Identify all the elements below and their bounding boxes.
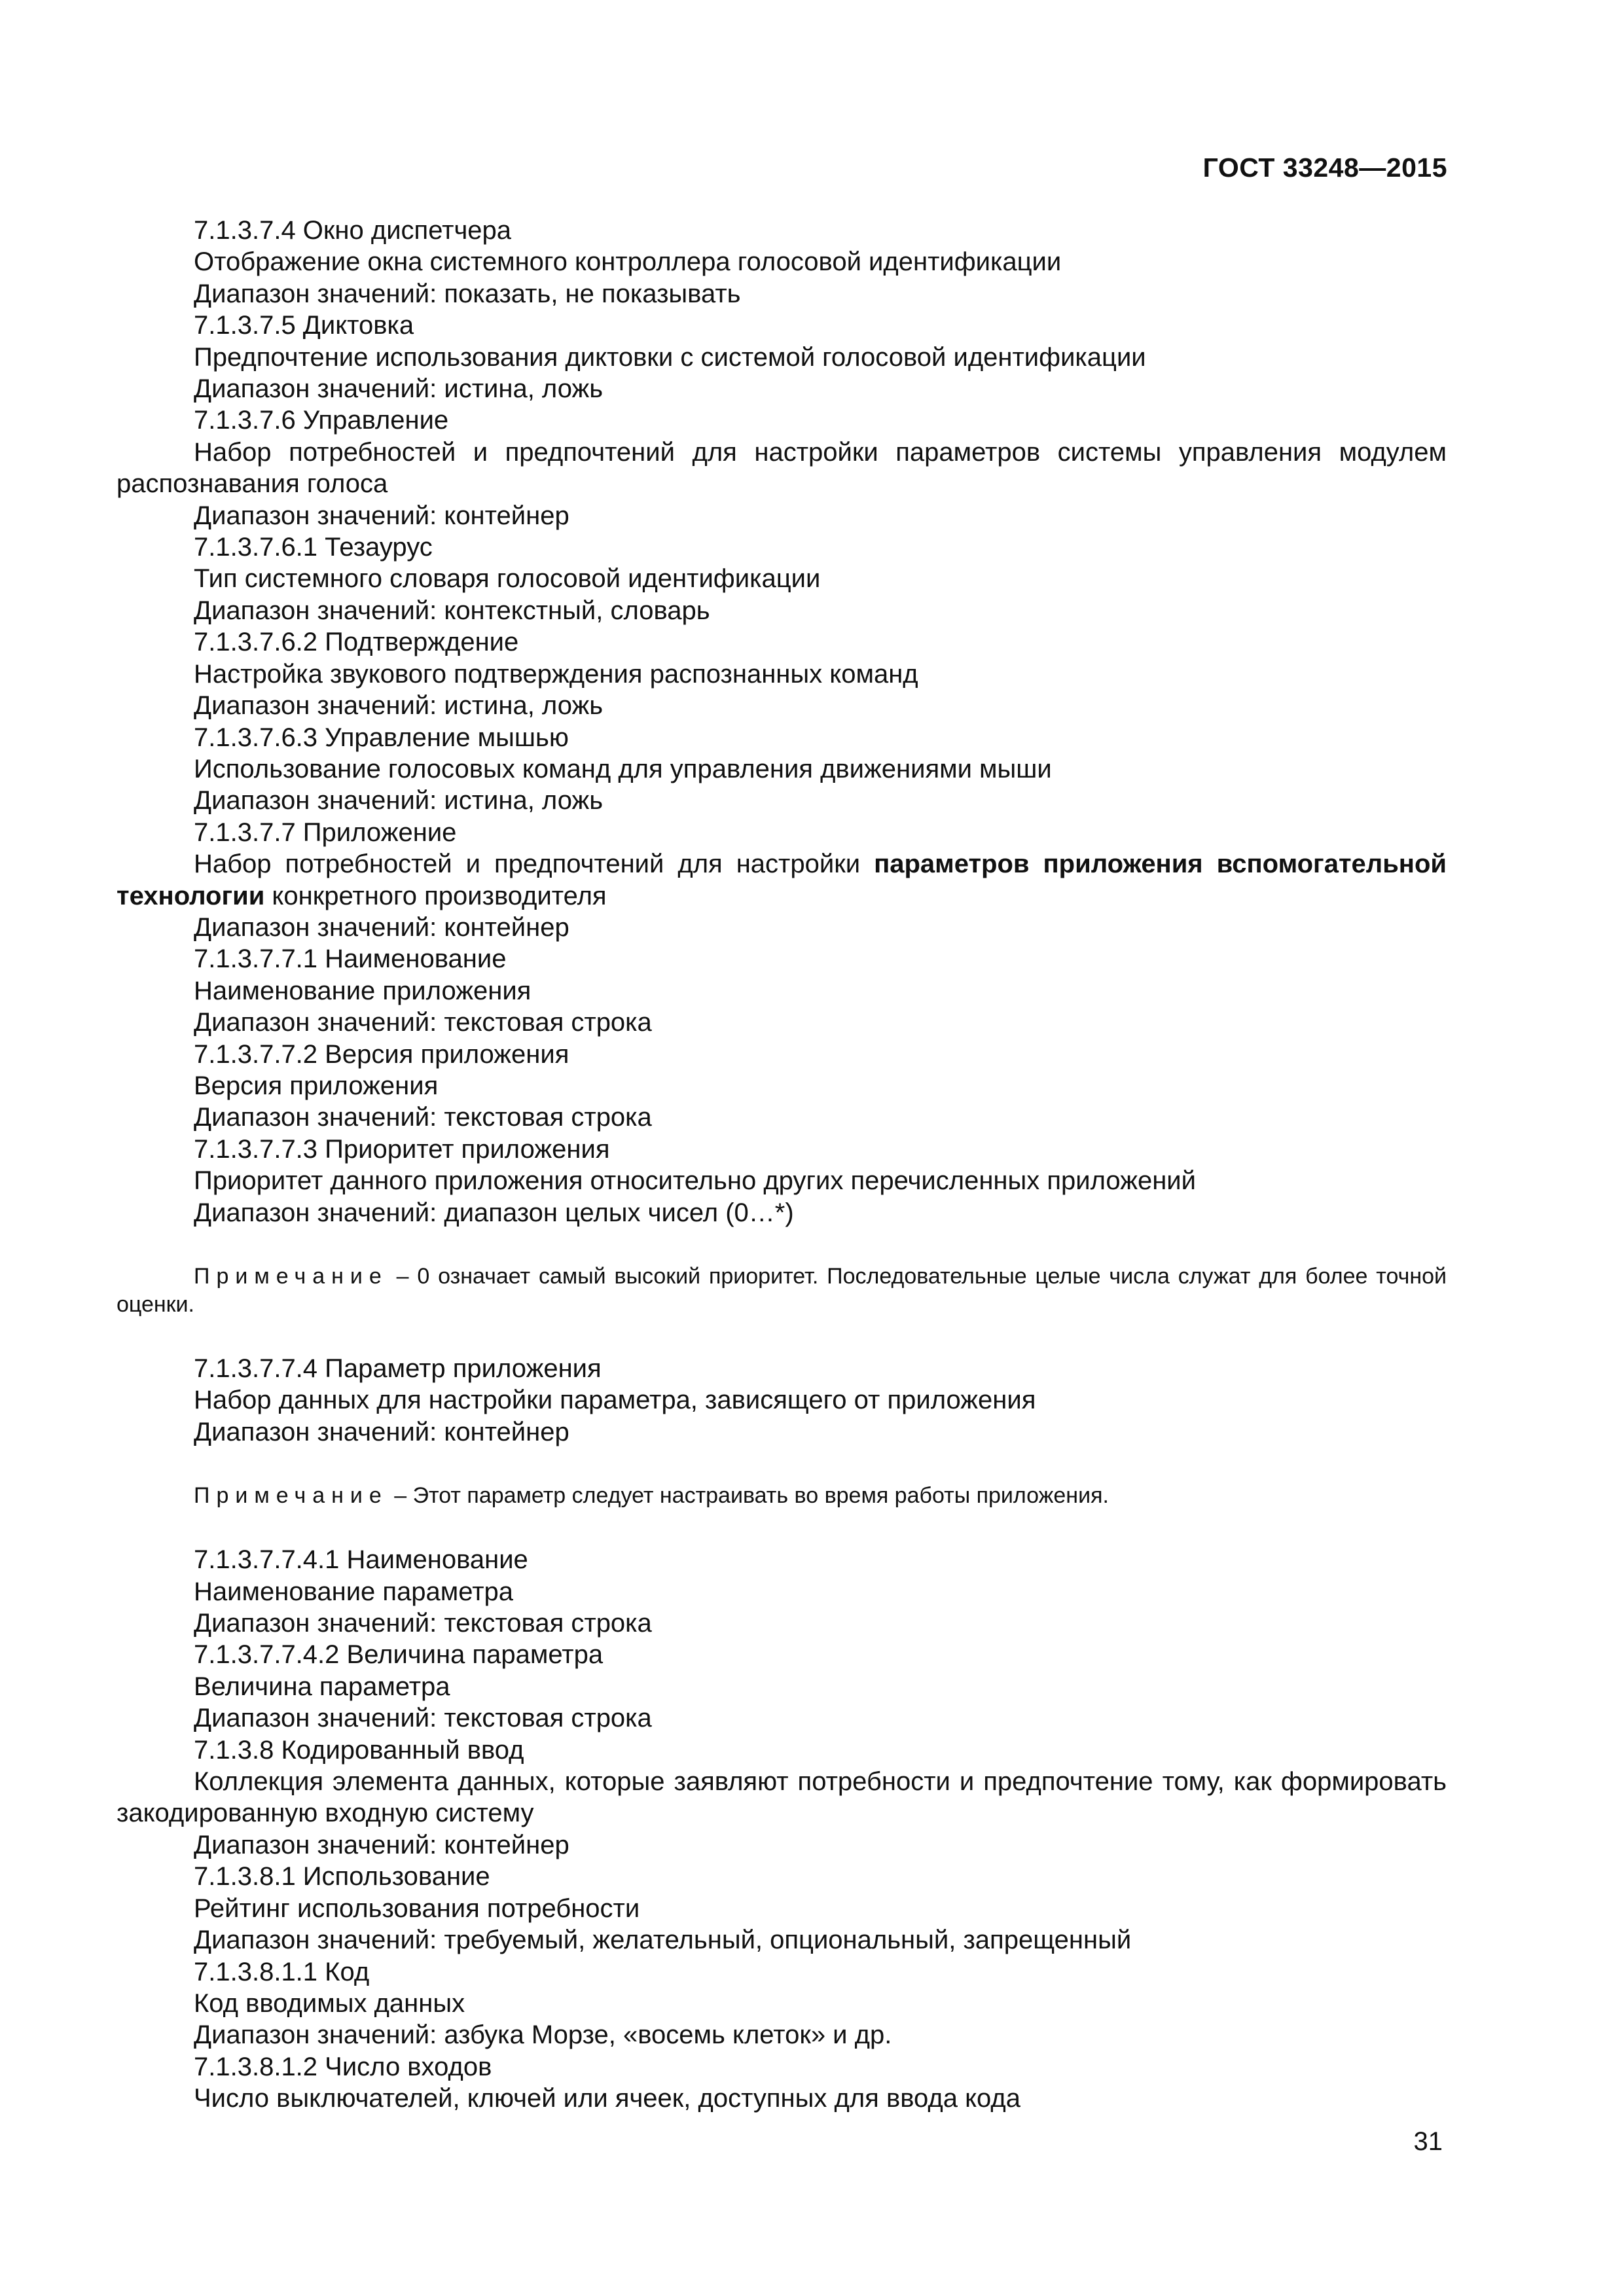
value-range: Диапазон значений: контейнер <box>194 501 569 530</box>
definition-text: Наименование приложения <box>194 976 532 1005</box>
definition-text: Набор данных для настройки параметра, зависящего от приложения <box>194 1386 1036 1415</box>
section-heading: 7.1.3.7.7.2 Версия приложения <box>194 1039 569 1069</box>
definition-text: Рейтинг использования потребности <box>194 1893 640 1923</box>
definition-text: Предпочтение использования диктовки с системой голосовой идентификации <box>194 342 1146 372</box>
definition-text: Использование голосовых команд для управления движениями мыши <box>194 754 1052 783</box>
section-heading: 7.1.3.8.1.1 Код <box>194 1957 370 1986</box>
definition-text: Величина параметра <box>194 1672 450 1701</box>
section-heading: 7.1.3.7.5 Диктовка <box>194 311 414 340</box>
section-heading: 7.1.3.7.6 Управление <box>194 406 449 435</box>
definition-text: Приоритет данного приложения относительно других перечисленных приложений <box>194 1166 1196 1196</box>
definition-text-part: Набор потребностей и предпочтений для настройки <box>194 850 875 879</box>
document-body <box>117 215 1447 2115</box>
value-range: Диапазон значений: контейнер <box>194 1830 569 1859</box>
value-range: Диапазон значений: истина, ложь <box>194 786 604 816</box>
section-heading: 7.1.3.7.7.1 Наименование <box>194 944 507 974</box>
definition-text: Число выключателей, ключей или ячеек, доступных для ввода кода <box>194 2084 1020 2113</box>
definition-text: Код вводимых данных <box>194 1988 465 2018</box>
note <box>117 1482 1447 1510</box>
value-range: Диапазон значений: текстовая строка <box>194 1008 652 1037</box>
value-range: Диапазон значений: контекстный, словарь <box>194 596 710 625</box>
definition-text: Наименование параметра <box>194 1577 514 1606</box>
definition-text: Версия приложения <box>194 1071 439 1100</box>
page-number: 31 <box>1413 2127 1443 2156</box>
section-heading: 7.1.3.7.7.4.2 Величина параметра <box>194 1640 604 1670</box>
section-heading: 7.1.3.8.1.2 Число входов <box>194 2052 492 2081</box>
section-heading: 7.1.3.7.6.2 Подтверждение <box>194 628 519 657</box>
definition-text: Отображение окна системного контроллера голосовой идентификации <box>194 247 1062 277</box>
value-range: Диапазон значений: текстовая строка <box>194 1103 652 1132</box>
note-text: – Этот параметр следует настраивать во время работы приложения. <box>388 1483 1109 1509</box>
definition-text: Настройка звукового подтверждения распознанных команд <box>194 659 918 689</box>
definition-text: Коллекция элемента данных, которые заявляют потребности и предпочтение тому, как формировать закодированную входную систему <box>117 1767 1447 1828</box>
note-label: Примечание <box>194 1264 388 1289</box>
value-range: Диапазон значений: текстовая строка <box>194 1609 652 1638</box>
definition-text: Тип системного словаря голосовой идентификации <box>194 564 821 594</box>
definition-text-part: конкретного производителя <box>264 881 607 910</box>
definition-emphasis: параметров приложения вспомогательной технологии <box>117 850 1447 910</box>
value-range: Диапазон значений: контейнер <box>194 1417 569 1446</box>
value-range: Диапазон значений: текстовая строка <box>194 1704 652 1733</box>
value-range: Диапазон значений: требуемый, желательный, опциональный, запрещенный <box>194 1926 1132 1955</box>
definition-text <box>117 848 1447 912</box>
section-heading: 7.1.3.7.7.4.1 Наименование <box>194 1545 528 1575</box>
section-heading: 7.1.3.8.1 Использование <box>194 1862 490 1892</box>
section-heading: 7.1.3.7.7.3 Приоритет приложения <box>194 1134 610 1164</box>
section-heading: 7.1.3.7.6.1 Тезаурус <box>194 533 433 562</box>
note <box>117 1263 1447 1319</box>
value-range: Диапазон значений: истина, ложь <box>194 691 604 721</box>
value-range: Диапазон значений: азбука Морзе, «восемь клеток» и др. <box>194 2020 892 2050</box>
section-heading: 7.1.3.7.6.3 Управление мышью <box>194 723 569 752</box>
document-id: ГОСТ 33248—2015 <box>1202 152 1447 183</box>
definition-text: Набор потребностей и предпочтений для настройки параметров системы управления модулем распознавания голоса <box>117 437 1447 499</box>
value-range: Диапазон значений: показать, не показывать <box>194 279 741 308</box>
note-label: Примечание <box>194 1483 388 1509</box>
value-range: Диапазон значений: истина, ложь <box>194 374 604 404</box>
section-heading: 7.1.3.8 Кодированный ввод <box>194 1735 524 1765</box>
section-heading: 7.1.3.7.7 Приложение <box>194 817 457 847</box>
section-heading: 7.1.3.7.7.4 Параметр приложения <box>194 1354 602 1383</box>
section-heading: 7.1.3.7.4 Окно диспетчера <box>194 216 512 245</box>
note-text: – 0 означает самый высокий приоритет. Последовательные целые числа служат для более точной оценки. <box>117 1264 1447 1317</box>
value-range: Диапазон значений: диапазон целых чисел (0…*) <box>194 1198 794 1227</box>
value-range: Диапазон значений: контейнер <box>194 912 569 942</box>
